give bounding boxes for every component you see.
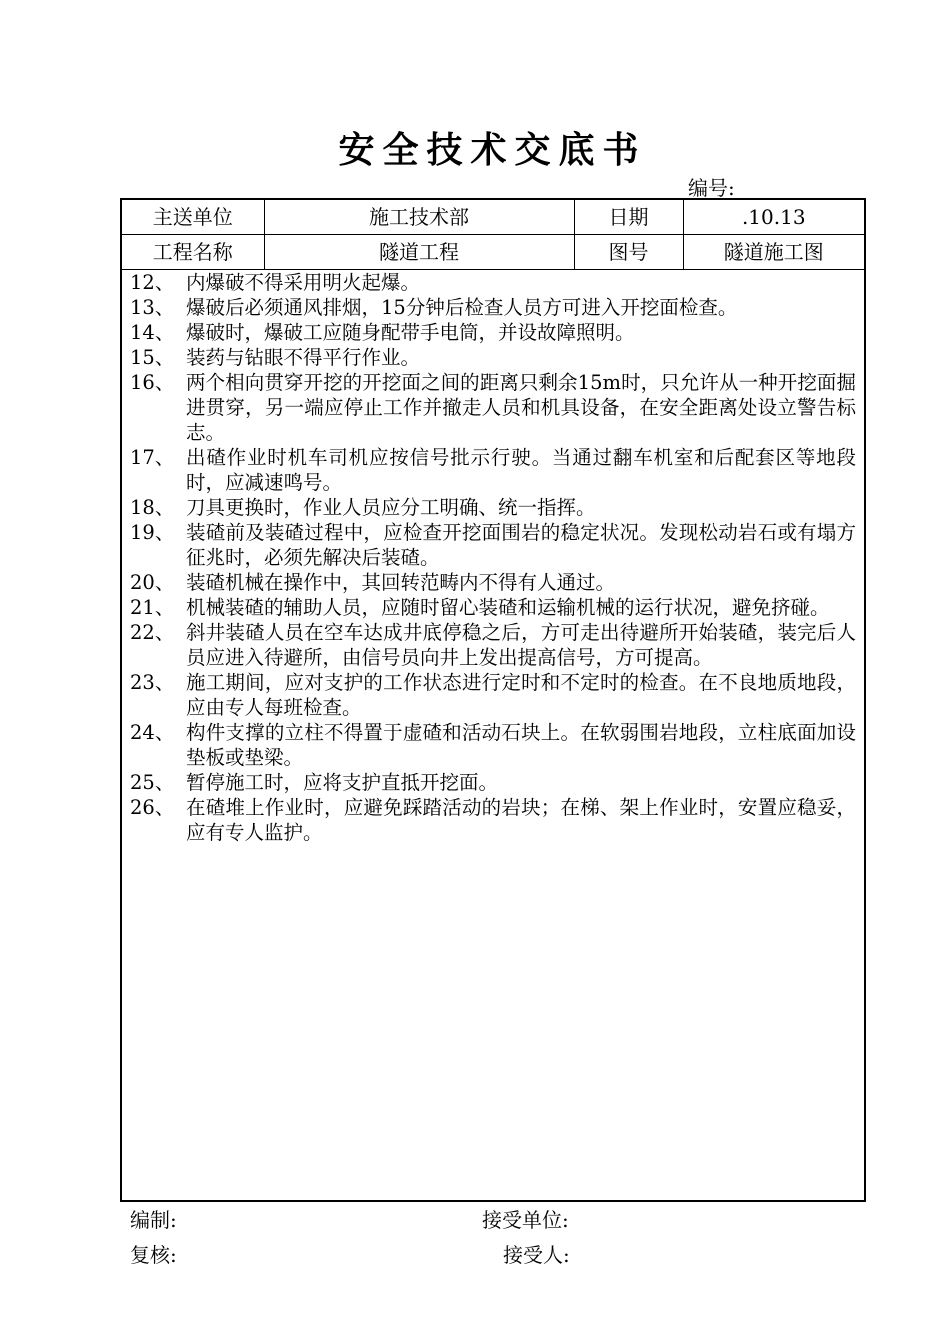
item-number: 26、: [130, 796, 175, 819]
list-item: [130, 770, 856, 795]
item-text: 装碴前及装碴过程中，应检查开挖面围岩的稳定状况。发现松动岩石或有塌方征兆时，必须先解决后装碴。: [186, 521, 856, 569]
serial-number-label: 编号:: [688, 176, 735, 200]
list-item: [130, 320, 856, 345]
item-number: 23、: [130, 671, 175, 694]
disclosure-sheet: [120, 198, 866, 1202]
safety-items-list: [122, 270, 864, 845]
sender-value: 施工技术部: [264, 200, 574, 235]
receiving-unit-label: 接受单位:: [482, 1208, 569, 1232]
item-number: 19、: [130, 521, 175, 544]
item-number: 18、: [130, 496, 175, 519]
header-row-sender: [122, 200, 864, 235]
receiver-label: 接受人:: [503, 1243, 570, 1267]
list-item: [130, 295, 856, 320]
item-number: 17、: [130, 446, 175, 469]
item-text: 构件支撑的立柱不得置于虚碴和活动石块上。在软弱围岩地段，立柱底面加设垫板或垫梁。: [186, 721, 856, 769]
item-number: 14、: [130, 321, 175, 344]
item-text: 在碴堆上作业时，应避免踩踏活动的岩块；在梯、架上作业时，安置应稳妥，应有专人监护。: [186, 796, 856, 844]
item-text: 斜井装碴人员在空车达成井底停稳之后，方可走出待避所开始装碴，装完后人员应进入待避所，由信号员向井上发出提高信号，方可提高。: [186, 621, 856, 669]
item-text: 爆破时，爆破工应随身配带手电筒，并设故障照明。: [186, 321, 635, 344]
list-item: [130, 520, 856, 570]
item-number: 16、: [130, 371, 175, 394]
project-label: 工程名称: [122, 235, 264, 270]
list-item: [130, 570, 856, 595]
item-text: 两个相向贯穿开挖的开挖面之间的距离只剩余15m时，只允许从一种开挖面掘进贯穿，另一端应停止工作并撤走人员和机具设备，在安全距离处设立警告标志。: [186, 371, 856, 444]
item-number: 21、: [130, 596, 175, 619]
list-item: [130, 445, 856, 495]
item-number: 22、: [130, 621, 175, 644]
sender-label: 主送单位: [122, 200, 264, 235]
item-number: 24、: [130, 721, 175, 744]
drawing-value: 隧道施工图: [683, 235, 864, 270]
list-item: [130, 270, 856, 295]
item-text: 暂停施工时，应将支护直抵开挖面。: [186, 771, 499, 794]
reviewed-by-label: 复核:: [130, 1243, 177, 1267]
item-number: 15、: [130, 346, 175, 369]
item-text: 刀具更换时，作业人员应分工明确、统一指挥。: [186, 496, 596, 519]
list-item: [130, 495, 856, 520]
item-text: 内爆破不得采用明火起爆。: [186, 271, 421, 294]
item-text: 出碴作业时机车司机应按信号批示行驶。当通过翻车机室和后配套区等地段时，应减速鸣号。: [186, 446, 856, 494]
list-item: [130, 370, 856, 445]
list-item: [130, 345, 856, 370]
project-value: 隧道工程: [264, 235, 574, 270]
list-item: [130, 795, 856, 845]
date-value: .10.13: [683, 200, 864, 235]
item-text: 爆破后必须通风排烟，15分钟后检查人员方可进入开挖面检查。: [186, 296, 738, 319]
item-number: 20、: [130, 571, 175, 594]
header-table: [122, 200, 864, 270]
list-item: [130, 620, 856, 670]
date-label: 日期: [574, 200, 683, 235]
item-number: 12、: [130, 271, 175, 294]
item-text: 装碴机械在操作中，其回转范畴内不得有人通过。: [186, 571, 616, 594]
list-item: [130, 670, 856, 720]
list-item: [130, 595, 856, 620]
item-text: 装药与钻眼不得平行作业。: [186, 346, 421, 369]
drawing-label: 图号: [574, 235, 683, 270]
compiled-by-label: 编制:: [130, 1208, 177, 1232]
item-text: 机械装碴的辅助人员，应随时留心装碴和运输机械的运行状况，避免挤碰。: [186, 596, 830, 619]
item-text: 施工期间，应对支护的工作状态进行定时和不定时的检查。在不良地质地段，应由专人每班检查。: [186, 671, 856, 719]
list-item: [130, 720, 856, 770]
item-number: 25、: [130, 771, 175, 794]
item-number: 13、: [130, 296, 175, 319]
header-row-project: [122, 235, 864, 270]
document-title: 安全技术交底书: [338, 129, 647, 171]
